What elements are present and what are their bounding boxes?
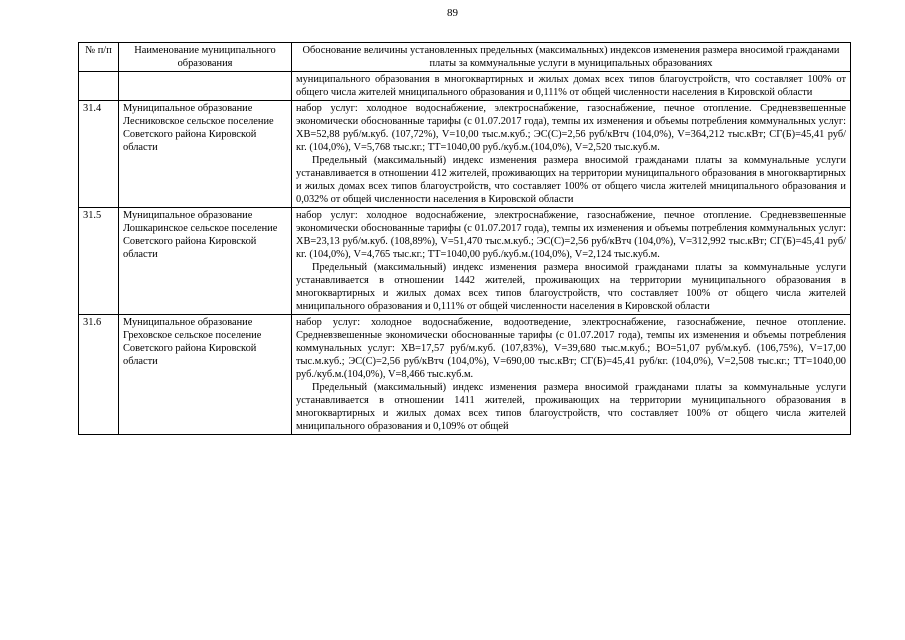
- page-number: 89: [447, 7, 458, 19]
- row-services-text: набор услуг: холодное водоснабжение, электроснабжение, газоснабжение, печное отопление. Средневзвешенные экономически обоснованные тарифы (с 01.07.2017 года), темпы их изменения и объемы потребления коммунальных услуг: ХВ=52,88 руб/м.куб. (107,72%), V=10,00 тыс.м.куб.; ЭС(С)=2,56 руб/кВтч (104,0%), V=364,212 тыс.кВт; СГ(Б)=45,41 руб/кг. (104,0%), V=5,768 тыс.кг.; ТТ=1040,00 руб./куб.м.(104,0%), V=2,520 тыс.куб.м.: [296, 103, 846, 153]
- row-justification: [292, 101, 851, 208]
- row-limit-text: Предельный (максимальный) индекс изменения размера вносимой гражданами платы за коммунальные услуги устанавливается в отношении 412 жителей, проживающих на территории муниципального образования в многоквартирных и жилых домах всех типов благоустройств, что составляет 100% от общего числа жителей мниципального образования и 0,032% от общей численности населения в Кировской области: [296, 155, 846, 205]
- row-municipality-name: Муниципальное образование Лесниковское сельское поселение Советского района Кировской области: [119, 101, 292, 208]
- header-number: № п/п: [79, 43, 119, 72]
- row-municipality-name: Муниципальное образование Греховское сельское поселение Советского района Кировской области: [119, 315, 292, 435]
- table-row: [79, 315, 851, 435]
- row-limit-text: Предельный (максимальный) индекс изменения размера вносимой гражданами платы за коммунальные услуги устанавливается в отношении 1442 жителей, проживающих на территории муниципального образования в многоквартирных и жилых домах всех типов благоустройств, что составляет 100% от общего числа жителей мниципального образования и 0,111% от общей численности населения в Кировской области: [296, 262, 846, 312]
- row-number: 31.6: [79, 315, 119, 435]
- table-header-row: [79, 43, 851, 72]
- header-municipality-name: Наименование муниципального образования: [119, 43, 292, 72]
- row-continuation-text: муниципального образования в многоквартирных и жилых домах всех типов благоустройств, что составляет 100% от общего числа жителей мниципального образования и 0,111% от общей численности населения в Кировской области: [292, 72, 851, 101]
- row-services-text: набор услуг: холодное водоснабжение, электроснабжение, газоснабжение, печное отопление. Средневзвешенные экономически обоснованные тарифы (с 01.07.2017 года), темпы их изменения и объемы потребления коммунальных услуг: ХВ=23,13 руб/м.куб. (108,89%), V=51,470 тыс.м.куб.; ЭС(С)=2,56 руб/кВтч (104,0%), V=312,992 тыс.кВт; СГ(Б)=45,41 руб/кг. (104,0%), V=4,765 тыс.кг.; ТТ=1040,00 руб./куб.м.(104,0%), V=2,124 тыс.куб.м.: [296, 210, 846, 260]
- table-row: [79, 101, 851, 208]
- row-municipality-name: Муниципальное образование Лошкаринское сельское поселение Советского района Кировской области: [119, 208, 292, 315]
- row-justification: [292, 208, 851, 315]
- table-row-continuation: [79, 72, 851, 101]
- tariff-index-table: [78, 42, 851, 435]
- row-limit-text: Предельный (максимальный) индекс изменения размера вносимой гражданами платы за коммунальные услуги устанавливается в отношении 1411 жителей, проживающих на территории муниципального образования в многоквартирных и жилых домах всех типов благоустройств, что составляет 100% от общего числа жителей мниципального образования и 0,109% от общей: [296, 382, 846, 432]
- row-municipality-name: [119, 72, 292, 101]
- row-justification: [292, 315, 851, 435]
- row-number: 31.4: [79, 101, 119, 208]
- row-number: [79, 72, 119, 101]
- header-justification: Обоснование величины установленных предельных (максимальных) индексов изменения размера вносимой гражданами платы за коммунальные услуги в муниципальных образованиях: [292, 43, 851, 72]
- row-number: 31.5: [79, 208, 119, 315]
- row-services-text: набор услуг: холодное водоснабжение, водоотведение, электроснабжение, газоснабжение, печное отопление. Средневзвешенные экономически обоснованные тарифы (с 01.07.2017 года), темпы их изменения и объемы потребления коммунальных услуг: ХВ=17,57 руб/м.куб. (107,83%), V=39,680 тыс.м.куб.; ВО=51,07 руб/м.куб. (106,75%), V=17,00 тыс.м.куб.; ЭС(С)=2,56 руб/кВтч (104,0%), V=690,00 тыс.кВт; СГ(Б)=45,41 руб/кг. (104,0%), V=2,508 тыс.кг.; ТТ=1040,00 руб./куб.м.(104,0%), V=8,466 тыс.куб.м.: [296, 317, 846, 380]
- table-row: [79, 208, 851, 315]
